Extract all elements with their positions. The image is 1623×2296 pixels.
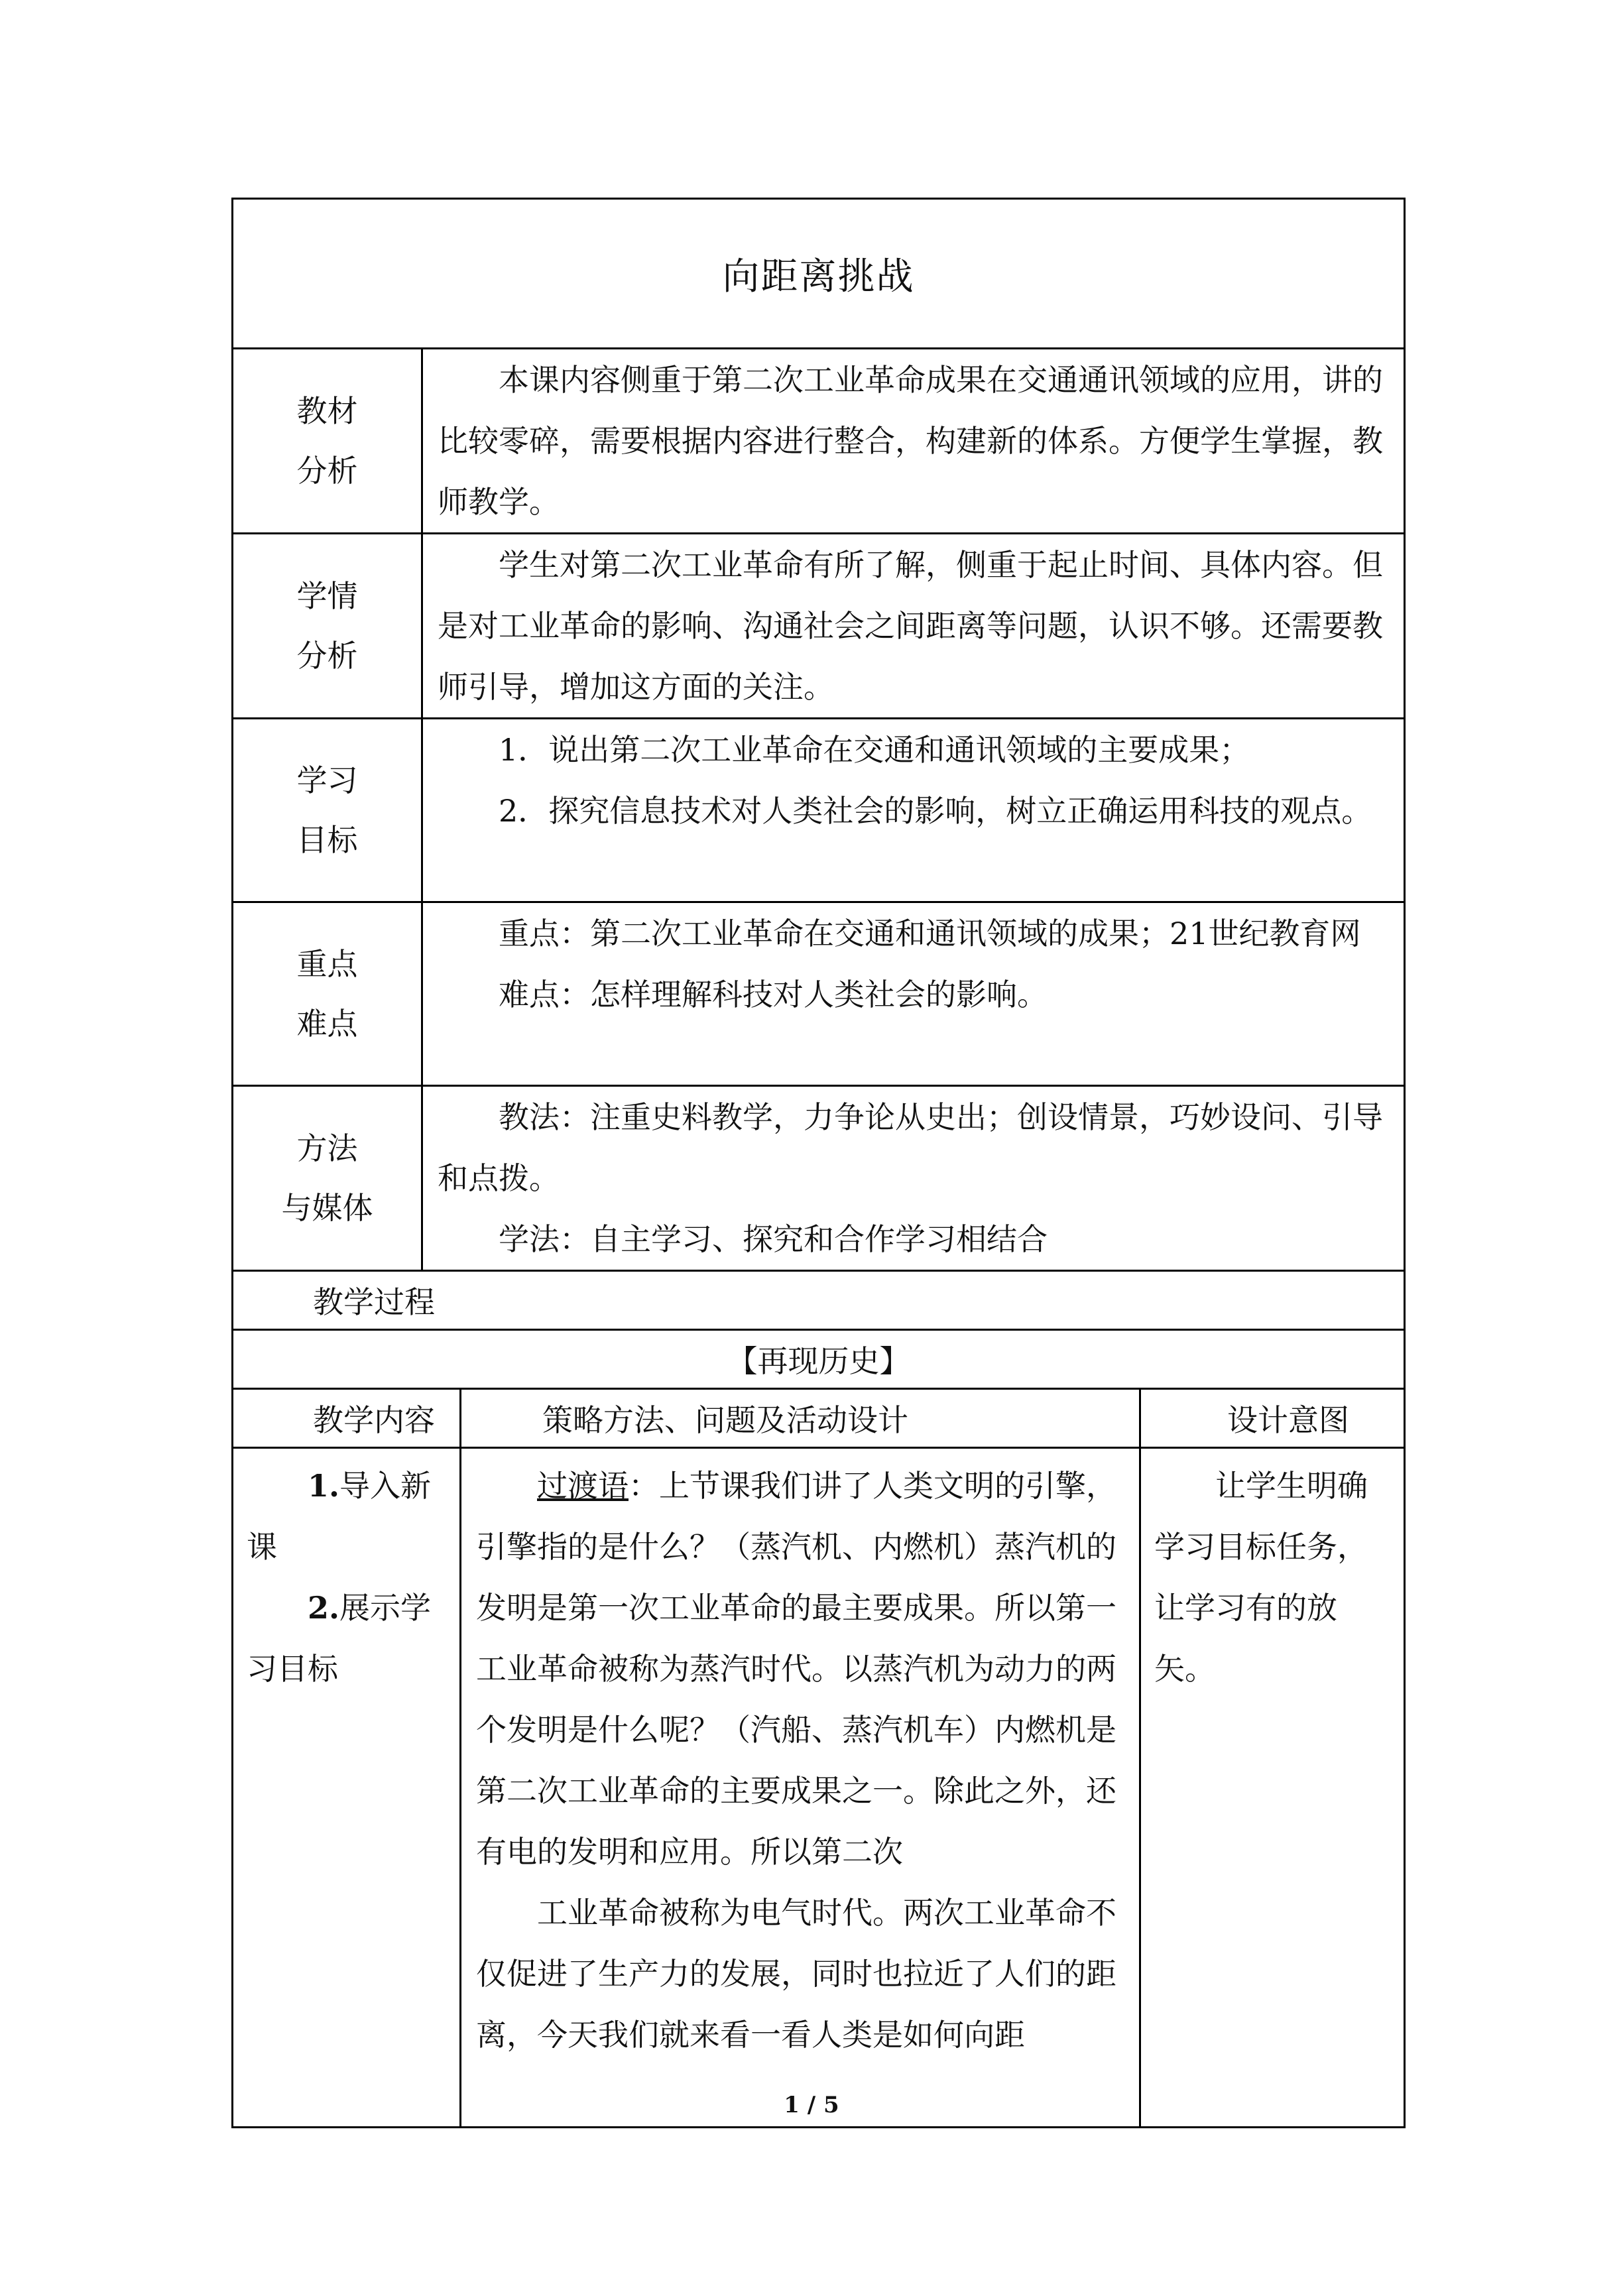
column-header-row — [233, 1389, 1405, 1448]
intent-cell — [1140, 1448, 1405, 2128]
label-line: 难点 — [296, 1006, 358, 1042]
intent-paragraph: 让学生明确学习目标任务，让学习有的放矢。 — [1154, 1468, 1368, 1687]
section-label — [233, 719, 422, 902]
process-row — [233, 1271, 1405, 1330]
label-line: 重点 — [296, 946, 358, 982]
transition-label: 过渡语 — [537, 1468, 629, 1504]
section-row — [233, 719, 1405, 902]
list-item — [247, 1577, 453, 1699]
label-line: 目标 — [296, 822, 358, 858]
section-paragraph: 本课内容侧重于第二次工业革命成果在交通通讯领域的应用，讲的比较零碎，需要根据内容进行整合，构建新的体系。方便学生掌握，教师教学。 — [438, 362, 1383, 520]
section-paragraph: 学法：自主学习、探究和合作学习相结合 — [499, 1221, 1048, 1257]
strategy-paragraph: 工业革命被称为电气时代。两次工业革命不仅促进了生产力的发展，同时也拉近了人们的距离，今天我们就来看一看人类是如何向距 — [476, 1895, 1116, 2053]
column-header-intent: 设计意图 — [1140, 1389, 1405, 1448]
column-header-content: 教学内容 — [233, 1389, 461, 1448]
label-line: 方法 — [296, 1130, 358, 1166]
title-row — [233, 199, 1405, 349]
item-text: 导入新课 — [247, 1468, 432, 1565]
section-label — [233, 534, 422, 719]
section-content — [422, 1086, 1405, 1271]
label-line: 与媒体 — [281, 1190, 373, 1226]
item-text: 展示学习目标 — [247, 1590, 432, 1687]
process-label: 教学过程 — [233, 1271, 1405, 1330]
section-label — [233, 349, 422, 534]
section-paragraph: 难点：怎样理解科技对人类社会的影响。 — [499, 977, 1048, 1012]
label-line: 教材 — [296, 393, 358, 429]
page-title: 向距离挑战 — [233, 199, 1405, 349]
section-content — [422, 902, 1405, 1086]
phase-heading: 【再现历史】 — [233, 1330, 1405, 1389]
section-paragraph: 1．说出第二次工业革命在交通和通讯领域的主要成果； — [499, 732, 1250, 768]
list-item — [247, 1455, 453, 1577]
section-row — [233, 534, 1405, 719]
column-header-strategy: 策略方法、问题及活动设计 — [461, 1389, 1140, 1448]
page-number: 1 / 5 — [784, 2092, 839, 2118]
label-line: 学习 — [296, 762, 358, 798]
lesson-plan-table — [231, 198, 1406, 2128]
section-row — [233, 902, 1405, 1086]
section-row — [233, 349, 1405, 534]
item-number: 2. — [308, 1590, 340, 1626]
item-number: 1. — [308, 1468, 340, 1504]
phase-row — [233, 1330, 1405, 1389]
section-label — [233, 902, 422, 1086]
strategy-text: ：上节课我们讲了人类文明的引擎，引擎指的是什么？（蒸汽机、内燃机）蒸汽机的发明是第一次工业革命的最主要成果。所以第一工业革命被称为蒸汽时代。以蒸汽机为动力的两个发明是什么呢？（汽船、蒸汽机车）内燃机是第二次工业革命的主要成果之一。除此之外，还有电的发明和应用。所以第二次 — [476, 1468, 1116, 1870]
teaching-content-cell — [233, 1448, 461, 2128]
label-line: 分析 — [296, 638, 358, 674]
section-paragraph: 2．探究信息技术对人类社会的影响，树立正确运用科技的观点。 — [499, 793, 1372, 829]
section-content — [422, 349, 1405, 534]
label-line: 学情 — [296, 578, 358, 614]
label-line: 分析 — [296, 453, 358, 489]
strategy-paragraph — [476, 1455, 1127, 1882]
section-paragraph: 教法：注重史料教学，力争论从史出；创设情景，巧妙设问、引导和点拨。 — [438, 1099, 1383, 1196]
section-label — [233, 1086, 422, 1271]
section-row — [233, 1086, 1405, 1271]
section-paragraph: 学生对第二次工业革命有所了解，侧重于起止时间、具体内容。但是对工业革命的影响、沟通社会之间距离等问题，认识不够。还需要教师引导，增加这方面的关注。 — [438, 547, 1383, 705]
section-content — [422, 534, 1405, 719]
section-content — [422, 719, 1405, 902]
section-paragraph: 重点：第二次工业革命在交通和通讯领域的成果；21世纪教育网 — [499, 916, 1361, 951]
strategy-cell — [461, 1448, 1140, 2128]
table-row — [233, 1448, 1405, 2128]
